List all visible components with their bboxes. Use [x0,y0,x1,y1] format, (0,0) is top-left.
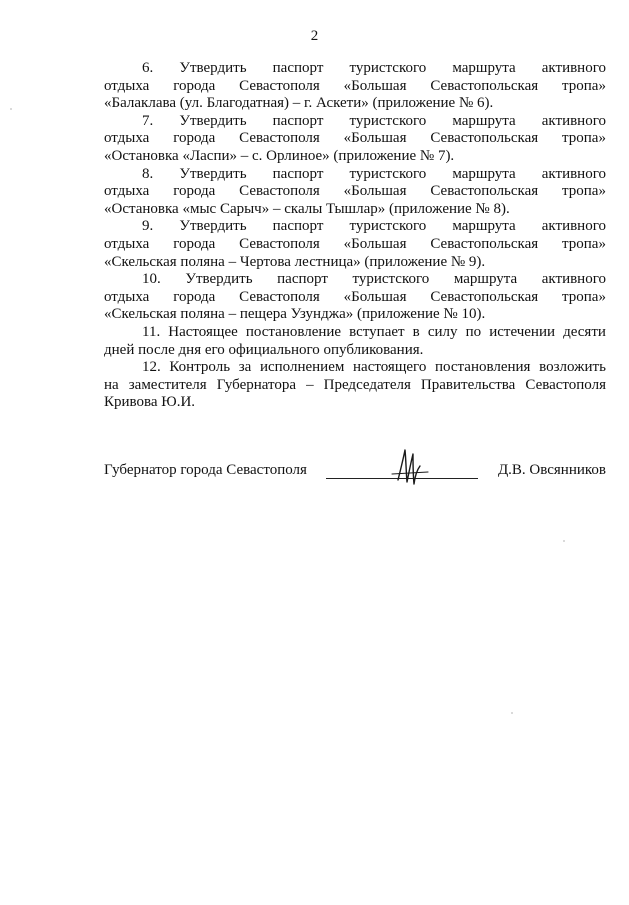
word: Контроль [169,359,231,376]
paragraph-first-line [104,166,606,184]
word: отдыха [104,235,150,252]
word: по [465,323,482,340]
paragraph-first-line [104,113,606,131]
paragraph-line [104,130,606,148]
word: города [173,235,216,252]
word: туристского [349,112,427,129]
word: Губернатора [216,376,297,393]
word: активного [541,165,606,182]
word: Севастопольская [430,288,539,305]
paragraph-first-line [104,324,606,342]
paragraph-last-line: «Скельская поляна – пещера Узунджа» (приложение № 10). [104,306,486,323]
word: возложить [539,359,606,376]
word: тропа» [562,130,606,147]
word: активного [541,60,606,76]
word: «Большая [343,77,407,94]
word: – [306,376,314,393]
word: десяти [563,323,606,340]
paragraph-number: 10. [142,271,161,288]
word: вступает [349,323,405,340]
word: Севастополя [239,288,320,305]
word: тропа» [562,288,606,305]
paragraph-line [104,236,606,254]
word: туристского [349,60,427,76]
paragraph-item [104,60,606,113]
word: «Большая [343,235,407,252]
document-body [104,60,606,412]
paragraph-last-line: «Балаклава (ул. Благодатная) – г. Аскети» (приложение № 6). [104,95,494,112]
word: Утвердить [185,271,253,288]
word: Правительства [420,376,516,393]
word: «Большая [343,288,407,305]
word: Севастополя [525,376,606,393]
paragraph-number: 8. [142,165,154,182]
paragraph-item [104,218,606,271]
word: Севастопольская [430,235,539,252]
word: постановление [245,323,342,340]
word: туристского [352,271,430,288]
signatory-name: Д.В. Овсянников [497,462,606,478]
word: в [412,323,420,340]
page-number: 2 [310,28,319,44]
paragraph-last-line: «Скельская поляна – Чертова лестница» (приложение № 9). [104,253,486,270]
word: на [104,376,119,393]
word: паспорт [272,112,324,129]
word: паспорт [277,271,328,288]
word: города [173,183,216,200]
paragraph-number: 6. [142,60,154,76]
signatory-title: Губернатор города Севастополя [104,462,307,478]
word: маршрута [452,165,516,182]
word: постановления [434,359,531,376]
paragraph-first-line [104,218,606,236]
word: активного [541,218,606,235]
scan-speck [563,540,565,542]
word: паспорт [272,60,324,76]
word: Севастополя [239,77,320,94]
word: заместителя [128,376,207,393]
paragraph-item [104,166,606,219]
paragraph-item [104,271,606,324]
word: 11. [142,323,161,340]
paragraph-first-line [104,359,606,377]
word: Утвердить [179,218,247,235]
word: маршрута [452,218,516,235]
paragraph-last-line: «Остановка «Ласпи» – с. Орлиное» (приложение № 7). [104,147,455,164]
word: активного [541,112,606,129]
word: туристского [349,165,427,182]
paragraph-last-line: Кривова Ю.И. [104,394,196,411]
word: тропа» [562,235,606,252]
word: города [173,130,216,147]
paragraph-first-line [104,60,606,78]
word: Утвердить [179,165,247,182]
paragraph-item [104,113,606,166]
word: Настоящее [168,323,238,340]
paragraph-12 [104,359,606,412]
scan-speck [10,108,12,110]
word: исполнением [259,359,345,376]
word: маршрута [453,271,518,288]
paragraph-last-line: дней после дня его официального опубликования. [104,341,424,358]
word: активного [541,271,606,288]
signature-block [104,458,606,498]
word: города [173,288,216,305]
word: отдыха [104,130,150,147]
word: «Большая [343,183,407,200]
paragraph-number: 7. [142,112,154,129]
word: туристского [349,218,427,235]
word: Председателя [323,376,411,393]
paragraph-last-line: «Остановка «мыс Сарыч» – скалы Тышлар» (приложение № 8). [104,200,510,217]
word: Севастополя [239,130,320,147]
word: истечении [489,323,556,340]
paragraph-11 [104,324,606,359]
word: отдыха [104,183,150,200]
word: маршрута [452,60,516,76]
paragraph-line [104,289,606,307]
word: силу [427,323,458,340]
word: Севастопольская [430,183,539,200]
word: паспорт [272,218,324,235]
word: Утвердить [179,60,247,76]
word: отдыха [104,288,150,305]
word: паспорт [272,165,324,182]
paragraph-number: 9. [142,218,154,235]
word: Севастополя [239,235,320,252]
word: маршрута [452,112,516,129]
word: Утвердить [179,112,247,129]
word: тропа» [562,183,606,200]
word: города [173,77,216,94]
paragraph-line [104,377,606,395]
paragraph-first-line [104,271,606,289]
word: «Большая [343,130,407,147]
word: тропа» [562,77,606,94]
word: настоящего [353,359,427,376]
word: за [238,359,252,376]
word: Севастопольская [430,130,539,147]
word: Севастопольская [430,77,539,94]
word: Севастополя [239,183,320,200]
paragraph-line [104,183,606,201]
scan-speck [511,712,513,714]
paragraph-line [104,78,606,96]
handwritten-signature [384,446,434,488]
word: 12. [142,359,161,376]
word: отдыха [104,77,150,94]
